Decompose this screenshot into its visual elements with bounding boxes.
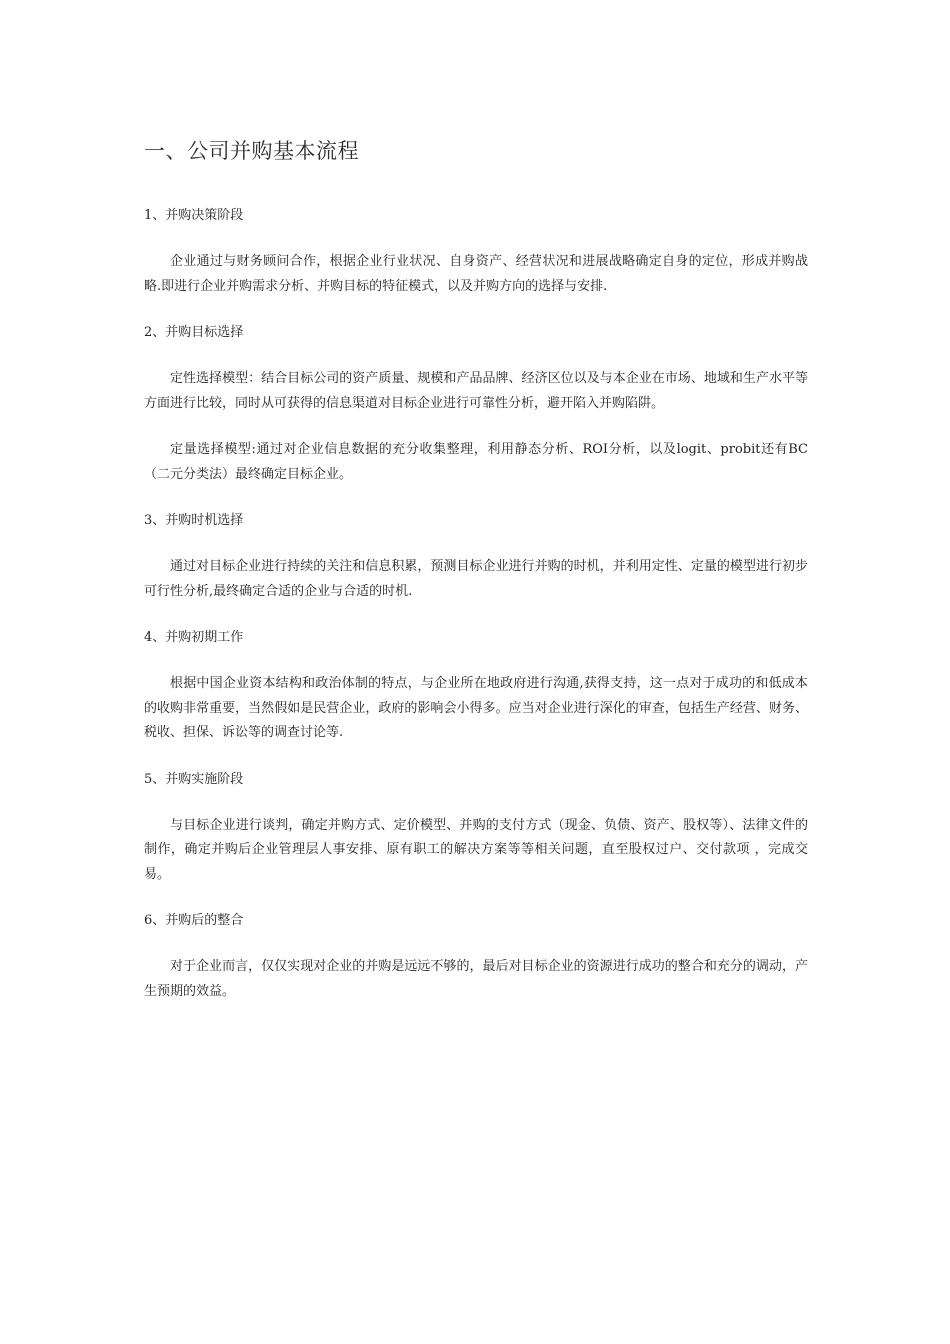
document-content — [144, 134, 808, 1026]
page-title: 一、公司并购基本流程 — [144, 139, 359, 163]
section-paragraph: 企业通过与财务顾问合作，根据企业行业状况、自身资产、经营状况和进展战略确定自身的定位，形成并购战略.即进行企业并购需求分析、并购目标的特征模式，以及并购方向的选择与安排. — [144, 254, 808, 294]
section-paragraph: 与目标企业进行谈判，确定并购方式、定价模型、并购的支付方式（现金、负债、资产、股权等）、法律文件的制作，确定并购后企业管理层人事安排、原有职工的解决方案等等相关问题，直至股权过户、交付款项 ，完成交易。 — [144, 817, 808, 882]
section-paragraph: 对于企业而言，仅仅实现对企业的并购是远远不够的，最后对目标企业的资源进行成功的整合和充分的调动，产生预期的效益。 — [144, 959, 808, 999]
section-heading: 6、并购后的整合 — [144, 913, 244, 928]
section-timing — [144, 509, 808, 604]
section-paragraph: 根据中国企业资本结构和政治体制的特点，与企业所在地政府进行沟通,获得支持，这一点对于成功的和低成本的收购非常重要，当然假如是民营企业，政府的影响会小得多。应当对企业进行深化的审查，包括生产经营、财务、税收、担保、诉讼等的调查讨论等. — [144, 676, 808, 740]
section-heading: 4、并购初期工作 — [144, 630, 244, 645]
section-heading: 5、并购实施阶段 — [144, 771, 244, 787]
section-paragraph: 通过对目标企业进行持续的关注和信息积累，预测目标企业进行并购的时机，并利用定性、定量的模型进行初步可行性分析,最终确定合适的企业与合适的时机. — [144, 559, 808, 599]
section-heading: 1、并购决策阶段 — [144, 208, 244, 223]
section-paragraph: 定量选择模型:通过对企业信息数据的充分收集整理，利用静态分析、ROI分析，以及logit、probit还有BC（二元分类法）最终确定目标企业。 — [144, 442, 808, 482]
section-decision — [144, 204, 808, 299]
section-paragraph: 定性选择模型：结合目标公司的资产质量、规模和产品品牌、经济区位以及与本企业在市场、地域和生产水平等方面进行比较，同时从可获得的信息渠道对目标企业进行可靠性分析，避开陷入并购陷阱。 — [144, 371, 808, 411]
section-target-selection — [144, 321, 808, 487]
section-integration — [144, 909, 808, 1004]
section-heading: 2、并购目标选择 — [144, 325, 244, 340]
section-implementation — [144, 768, 808, 888]
section-heading: 3、并购时机选择 — [144, 513, 244, 528]
section-initial-work — [144, 626, 808, 746]
